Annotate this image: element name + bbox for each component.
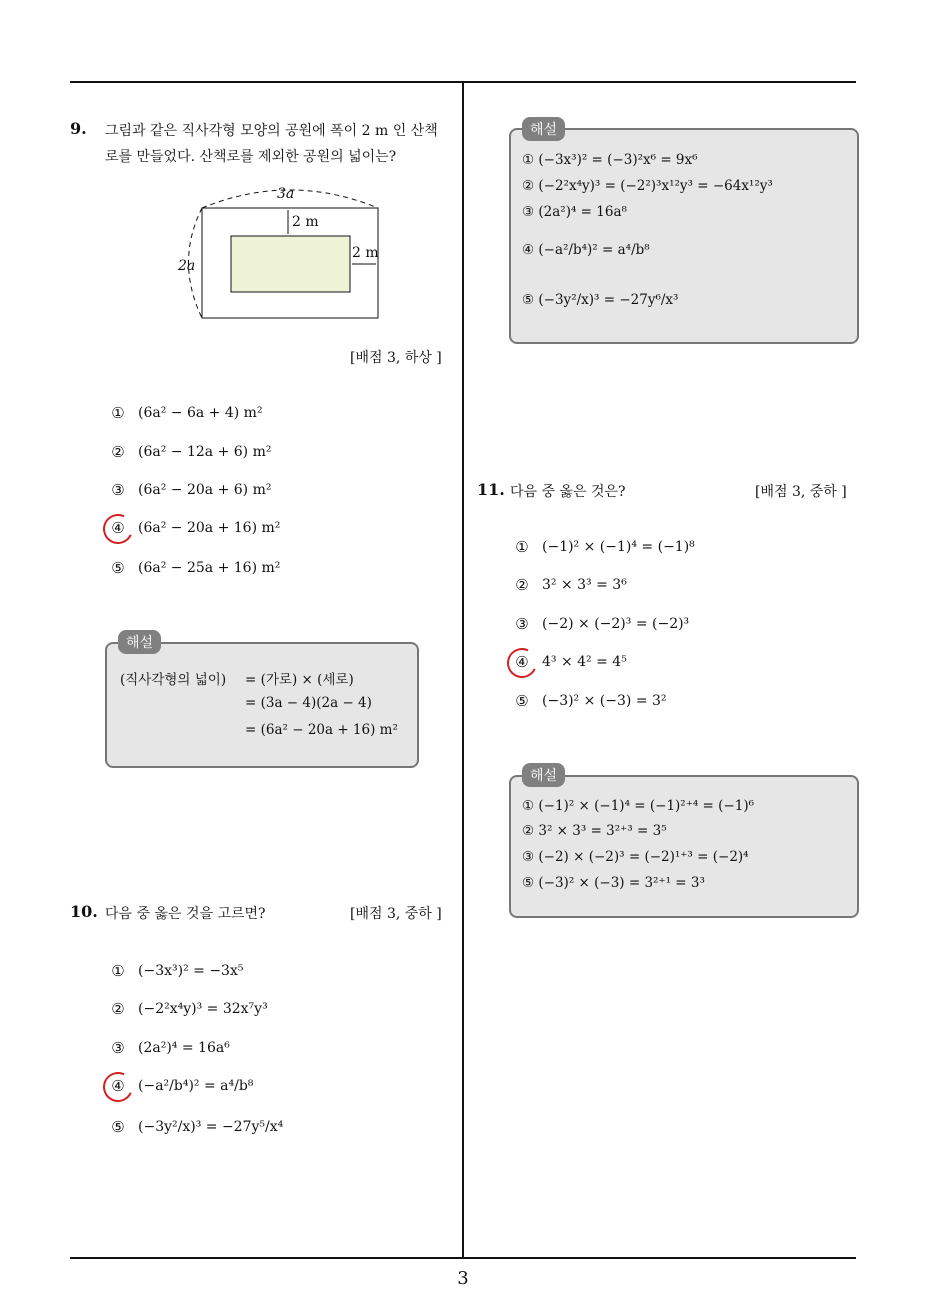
- option-text: (6a² − 20a + 16) m²: [138, 520, 281, 536]
- q9-solution-line1-right: = (가로) × (세로): [245, 672, 354, 688]
- q11-number: 11.: [477, 480, 505, 499]
- q10-option-1[interactable]: [108, 962, 243, 980]
- option-text: (6a² − 25a + 16) m²: [138, 560, 281, 576]
- q11-meta: [배점 3, 중하 ]: [755, 484, 847, 500]
- q10-solution-line1: ① (−3x³)² = (−3)²x⁶ = 9x⁶: [522, 152, 698, 168]
- option-mark: ②: [515, 576, 529, 594]
- q10-option-3[interactable]: [108, 1039, 230, 1057]
- q11-solution-line2: ② 3² × 3³ = 3²⁺³ = 3⁵: [522, 823, 667, 839]
- q9-option-1[interactable]: [108, 404, 263, 422]
- q10-option-2[interactable]: [108, 1000, 268, 1018]
- q10-option-4[interactable]: [108, 1077, 253, 1095]
- q11-solution-line1: ① (−1)² × (−1)⁴ = (−1)²⁺⁴ = (−1)⁶: [522, 798, 754, 814]
- q9-option-2[interactable]: [108, 443, 271, 461]
- figure-inner-top-label: 2 m: [292, 214, 319, 230]
- q10-solution-tag: 해설: [522, 117, 565, 141]
- q9-number: 9.: [70, 119, 87, 138]
- option-mark: ②: [111, 443, 125, 461]
- q9-text-line1: 그림과 같은 직사각형 모양의 공원에 폭이 2 m 인 산책: [105, 123, 438, 139]
- option-mark: ③: [111, 481, 125, 499]
- option-text: (6a² − 12a + 6) m²: [138, 444, 272, 460]
- option-mark-answer: ④: [512, 653, 532, 671]
- option-mark: ⑤: [111, 1118, 125, 1136]
- q9-meta: [배점 3, 하상 ]: [350, 350, 442, 366]
- bottom-rule: [70, 1257, 856, 1259]
- q10-option-5[interactable]: [108, 1118, 283, 1136]
- q11-option-2[interactable]: [512, 576, 627, 594]
- q11-option-3[interactable]: [512, 615, 689, 633]
- option-mark: ②: [111, 1000, 125, 1018]
- q11-text: 다음 중 옳은 것은?: [510, 484, 626, 500]
- option-text: (−3y²/x)³ = −27y⁵/x⁴: [138, 1119, 284, 1135]
- q10-solution-line3: ③ (2a²)⁴ = 16a⁸: [522, 204, 627, 220]
- option-text: (−3x³)² = −3x⁵: [138, 963, 244, 979]
- figure-inner-right-label: 2 m: [352, 245, 379, 261]
- option-text: (6a² − 20a + 6) m²: [138, 482, 272, 498]
- q9-option-4[interactable]: [108, 519, 280, 537]
- option-text: (−3)² × (−3) = 3²: [542, 693, 667, 709]
- option-mark: ①: [515, 538, 529, 556]
- option-text: (6a² − 6a + 4) m²: [138, 405, 263, 421]
- q9-solution-tag: 해설: [118, 630, 161, 654]
- option-text: (−1)² × (−1)⁴ = (−1)⁸: [542, 539, 695, 555]
- q10-number: 10.: [70, 902, 98, 921]
- page-number: 3: [457, 1268, 469, 1289]
- option-text: 4³ × 4² = 4⁵: [542, 654, 627, 670]
- option-mark-answer: ④: [108, 1077, 128, 1095]
- q11-option-1[interactable]: [512, 538, 695, 556]
- column-divider: [462, 83, 464, 1258]
- option-mark: ①: [111, 404, 125, 422]
- option-mark: ⑤: [111, 559, 125, 577]
- q10-solution-line4: ④ (−a²/b⁴)² = a⁴/b⁸: [522, 242, 650, 258]
- q11-solution-box: [509, 775, 859, 918]
- option-text: (2a²)⁴ = 16a⁶: [138, 1040, 230, 1056]
- q9-solution-line2: = (3a − 4)(2a − 4): [245, 695, 372, 711]
- option-text: (−2) × (−2)³ = (−2)³: [542, 616, 690, 632]
- option-text: 3² × 3³ = 3⁶: [542, 577, 627, 593]
- option-text: (−a²/b⁴)² = a⁴/b⁸: [138, 1078, 254, 1094]
- q10-solution-line5: ⑤ (−3y²/x)³ = −27y⁶/x³: [522, 292, 679, 308]
- inner-park-rect: [231, 236, 350, 292]
- q10-meta: [배점 3, 중하 ]: [350, 906, 442, 922]
- option-mark: ③: [515, 615, 529, 633]
- q9-text-line2: 로를 만들었다. 산책로를 제외한 공원의 넓이는?: [105, 149, 397, 165]
- figure-top-label: 3a: [277, 186, 295, 202]
- q9-solution-line3: = (6a² − 20a + 16) m²: [245, 722, 398, 738]
- option-text: (−2²x⁴y)³ = 32x⁷y³: [138, 1001, 268, 1017]
- option-mark: ①: [111, 962, 125, 980]
- figure-left-label: 2a: [178, 258, 196, 274]
- q11-solution-tag: 해설: [522, 763, 565, 787]
- q11-solution-line4: ⑤ (−3)² × (−3) = 3²⁺¹ = 3³: [522, 875, 705, 891]
- q9-option-3[interactable]: [108, 481, 271, 499]
- q11-option-5[interactable]: [512, 692, 667, 710]
- q9-solution-line1-left: (직사각형의 넓이): [120, 672, 227, 688]
- option-mark: ③: [111, 1039, 125, 1057]
- q11-option-4[interactable]: [512, 653, 627, 671]
- q9-option-5[interactable]: [108, 559, 280, 577]
- q10-solution-line2: ② (−2²x⁴y)³ = (−2²)³x¹²y³ = −64x¹²y³: [522, 178, 773, 194]
- option-mark-answer: ④: [108, 519, 128, 537]
- option-mark: ⑤: [515, 692, 529, 710]
- q10-text: 다음 중 옳은 것을 고르면?: [105, 906, 266, 922]
- q11-solution-line3: ③ (−2) × (−2)³ = (−2)¹⁺³ = (−2)⁴: [522, 849, 749, 865]
